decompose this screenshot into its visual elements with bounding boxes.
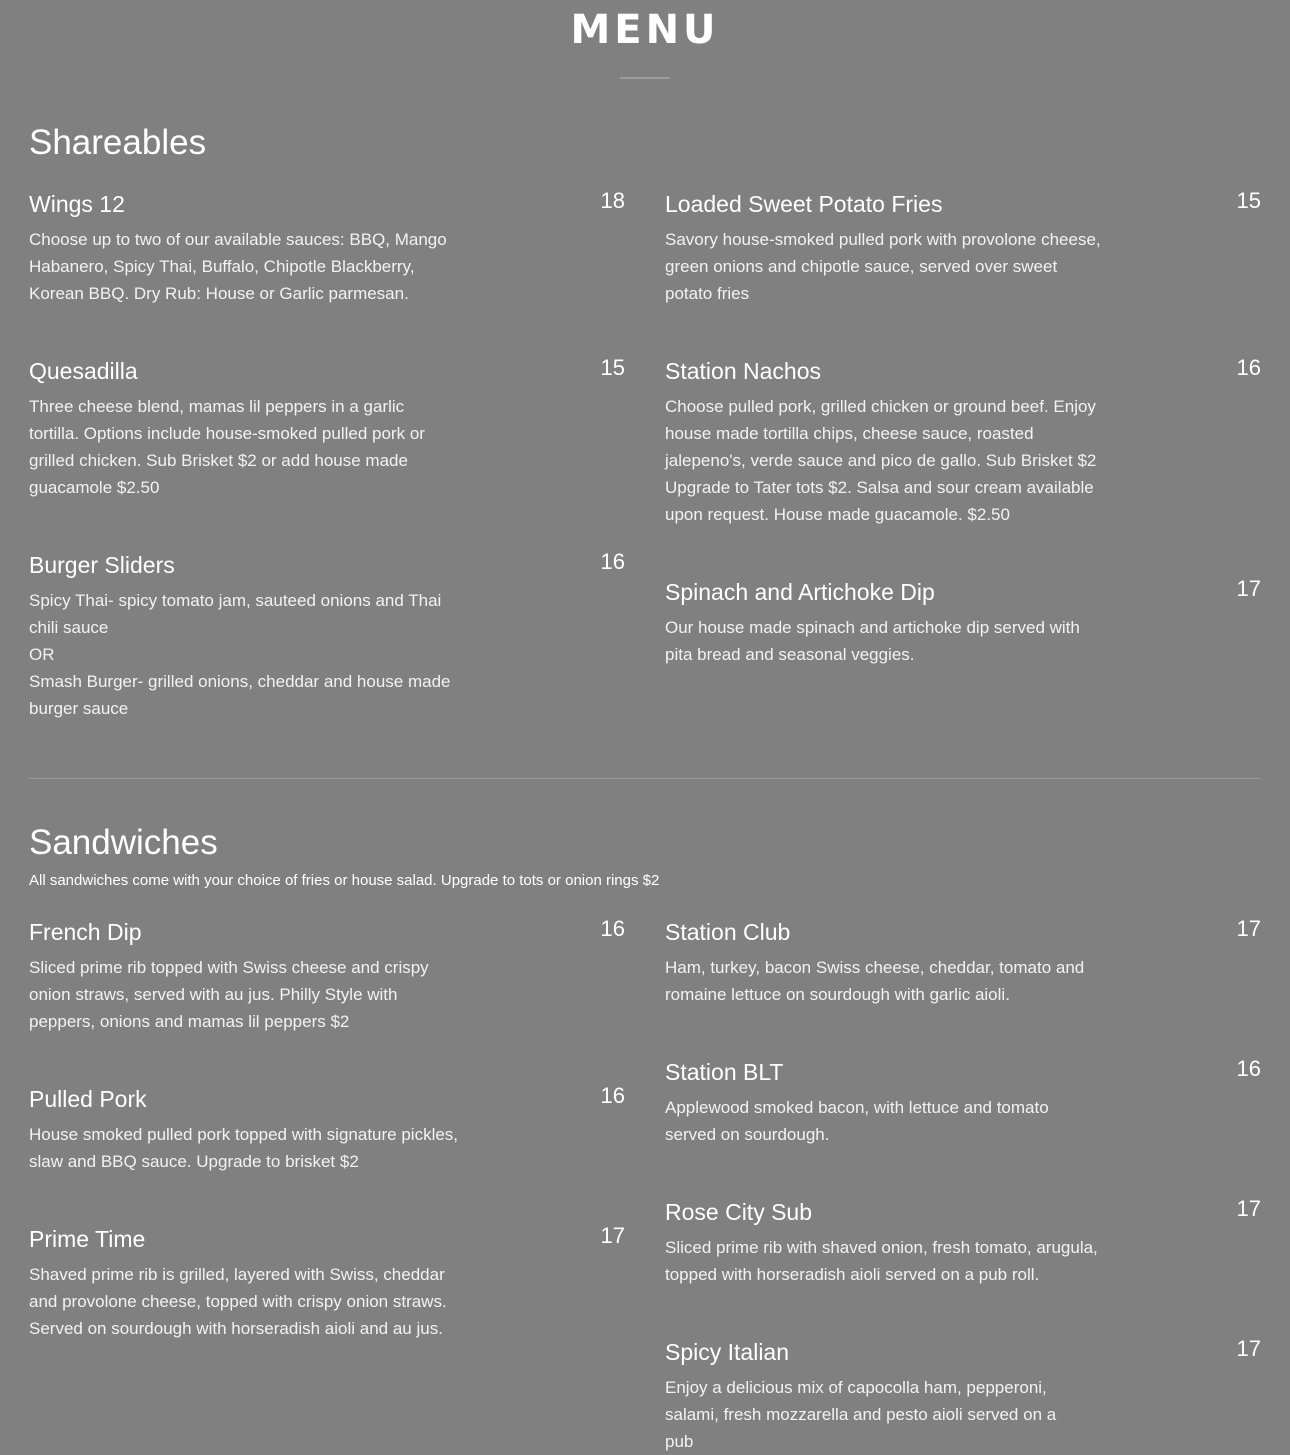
item-description: Our house made spinach and artichoke dip served with pita bread and seasonal veggies. <box>665 618 1080 664</box>
item-price: 15 <box>1236 188 1261 213</box>
item-description: Shaved prime rib is grilled, layered with Swiss, cheddar and provolone cheese, topped with crispy onion straws. Served on sourdough with horseradish aioli and au jus. <box>29 1265 447 1338</box>
item-name: Quesadilla <box>29 358 138 384</box>
item-name: Prime Time <box>29 1226 146 1252</box>
section-divider <box>29 778 1261 779</box>
section-note: All sandwiches come with your choice of fries or house salad. Upgrade to tots or onion rings $2 <box>29 872 660 889</box>
item-price: 16 <box>600 916 625 941</box>
item-description: Sliced prime rib topped with Swiss cheese and crispy onion straws, served with au jus. Philly Style with peppers, onions and mamas lil peppers $2 <box>29 958 429 1031</box>
item-price: 16 <box>600 549 625 574</box>
description-line: Spicy Thai- spicy tomato jam, sauteed onions and Thai chili sauce <box>29 591 442 637</box>
item-price: 17 <box>1236 1336 1261 1361</box>
item-name: Station BLT <box>665 1059 784 1085</box>
item-name: Burger Sliders <box>29 552 175 578</box>
item-name: Rose City Sub <box>665 1199 813 1225</box>
section-heading-shareables: Shareables <box>29 123 207 162</box>
item-name: Station Club <box>665 919 791 945</box>
item-description: Choose pulled pork, grilled chicken or ground beef. Enjoy house made tortilla chips, cheese sauce, roasted jalepeno's, verde sauce and pico de gallo. Sub Brisket $2 Upgrade to Tater tots $2. Salsa and sour cream available upon request. House made guacamole. $2.50 <box>665 397 1097 524</box>
item-description: Savory house-smoked pulled pork with provolone cheese, green onions and chipotle sauce, served over sweet potato fries <box>665 230 1101 303</box>
item-name: Loaded Sweet Potato Fries <box>665 191 943 217</box>
description-line: Smash Burger- grilled onions, cheddar and house made burger sauce <box>29 672 451 718</box>
item-description: Sliced prime rib with shaved onion, fresh tomato, arugula, topped with horseradish aioli served on a pub roll. <box>665 1238 1098 1284</box>
item-price: 18 <box>600 188 625 213</box>
item-description: Applewood smoked bacon, with lettuce and tomato served on sourdough. <box>665 1098 1049 1144</box>
item-description: Enjoy a delicious mix of capocolla ham, pepperoni, salami, fresh mozzarella and pesto aioli served on a pub <box>665 1378 1057 1451</box>
item-description: Choose up to two of our available sauces: BBQ, Mango Habanero, Spicy Thai, Buffalo, Chipotle Blackberry, Korean BBQ. Dry Rub: House or Garlic parmesan. <box>29 230 447 303</box>
item-price: 16 <box>1236 1056 1261 1081</box>
page-title: MENU <box>570 7 720 53</box>
title-divider <box>620 77 670 79</box>
item-name: Spinach and Artichoke Dip <box>665 579 935 605</box>
item-price: 16 <box>1236 355 1261 380</box>
item-description: House smoked pulled pork topped with signature pickles, slaw and BBQ sauce. Upgrade to brisket $2 <box>29 1125 459 1171</box>
item-name: Spicy Italian <box>665 1339 790 1365</box>
item-price: 17 <box>1236 916 1261 941</box>
item-description <box>29 587 454 722</box>
item-price: 15 <box>600 355 625 380</box>
item-description: Three cheese blend, mamas lil peppers in a garlic tortilla. Options include house-smoked pulled pork or grilled chicken. Sub Brisket $2 or add house made guacamole $2.50 <box>29 397 425 497</box>
item-name: Pulled Pork <box>29 1086 147 1112</box>
item-price: 17 <box>1236 576 1261 601</box>
item-price: 16 <box>600 1083 625 1108</box>
item-description: Ham, turkey, bacon Swiss cheese, cheddar, tomato and romaine lettuce on sourdough with garlic aioli. <box>665 958 1085 1004</box>
item-name: Station Nachos <box>665 358 821 384</box>
item-price: 17 <box>1236 1196 1261 1221</box>
item-price: 17 <box>600 1223 625 1248</box>
section-heading-sandwiches: Sandwiches <box>29 823 218 862</box>
description-line: OR <box>29 645 55 664</box>
item-name: Wings 12 <box>29 191 125 217</box>
item-name: French Dip <box>29 919 142 945</box>
